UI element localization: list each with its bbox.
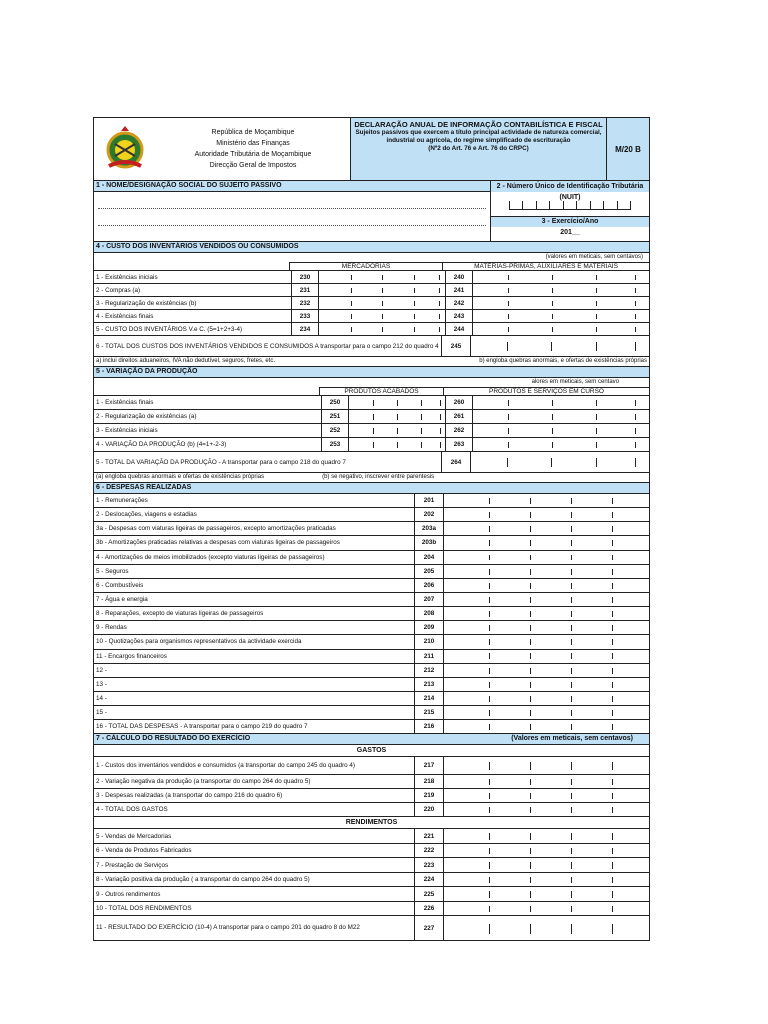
s7-rend-code: 221 — [414, 829, 444, 843]
s6-field[interactable] — [444, 607, 649, 620]
nuit-label: 2 - Número Único de Identificação Tributária (NUIT) — [491, 181, 649, 192]
s6-field[interactable] — [444, 621, 649, 634]
republic-line: República de Moçambique — [211, 129, 295, 136]
s5-code-a: 251 — [321, 410, 349, 423]
s7-gastos-label: 4 - TOTAL DOS GASTOS — [96, 806, 168, 814]
s7-rend-code: 222 — [414, 844, 444, 858]
s6-row — [94, 692, 649, 706]
s4-total-code: 245 — [441, 336, 471, 356]
col-materias: MATÉRIAS-PRIMAS, AUXILIARES E MATERIAIS — [442, 262, 649, 270]
s6-field[interactable] — [444, 692, 649, 705]
s6-code: 211 — [414, 650, 444, 663]
form-header — [94, 118, 649, 181]
s7-gastos-field[interactable] — [444, 803, 649, 816]
s7-rend-row — [94, 844, 649, 859]
s5-label: 4 - VARIAÇÃO DA PRODUÇÃO (b) (4=1+-2-3) — [96, 441, 227, 448]
s4-row — [94, 271, 649, 284]
s7-gastos-label: 1 - Custos dos inventários vendidos e consumidos (a transportar do campo 245 do quadro 4) — [96, 762, 356, 770]
section-5-unit: alores em meticais, sem centavo — [531, 379, 619, 385]
s7-gastos-code: 217 — [414, 757, 444, 774]
s6-row — [94, 551, 649, 565]
s6-label: 2 - Deslocações, viagens e estadias — [96, 511, 197, 519]
s4-field-b[interactable] — [473, 284, 649, 296]
s4-code-a: 231 — [291, 284, 319, 296]
s6-code: 214 — [414, 692, 444, 705]
s6-row — [94, 579, 649, 593]
s4-row — [94, 284, 649, 297]
s4-notes — [94, 357, 649, 367]
form-code: M/20 B — [607, 118, 649, 180]
s5-row — [94, 410, 649, 424]
s7-rend-label: 10 - TOTAL DOS RENDIMENTOS — [96, 905, 192, 913]
rendimentos-header: RENDIMENTOS — [94, 817, 649, 829]
s6-code: 208 — [414, 607, 444, 620]
s6-field[interactable] — [444, 678, 649, 691]
s4-code-b: 242 — [445, 297, 473, 309]
s5-code-a: 252 — [321, 424, 349, 437]
s6-label: 14 - — [96, 695, 107, 703]
s4-total-row — [94, 336, 649, 357]
s6-code: 212 — [414, 664, 444, 677]
s6-label: 1 - Remunerações — [96, 497, 148, 505]
directorate-line: Direcção Geral de Impostos — [209, 162, 297, 169]
s7-rend-field[interactable] — [444, 858, 649, 872]
s5-row — [94, 396, 649, 410]
s6-row — [94, 635, 649, 649]
result-row — [94, 916, 649, 940]
s7-rend-field[interactable] — [444, 902, 649, 916]
s6-code: 213 — [414, 678, 444, 691]
s6-code: 206 — [414, 579, 444, 592]
section-5-title: 5 - VARIAÇÃO DA PRODUÇÃO — [94, 367, 649, 378]
s6-code: 205 — [414, 565, 444, 578]
s4-field-a[interactable] — [319, 310, 445, 322]
s5-code-a: 250 — [321, 396, 349, 409]
s5-row — [94, 424, 649, 438]
s4-row — [94, 297, 649, 310]
s6-row — [94, 536, 649, 550]
s5-total-label: 5 - TOTAL DA VARIAÇÃO DA PRODUÇÃO - A transportar para o campo 218 do quadro 7 — [96, 458, 346, 466]
s6-label: 13 - — [96, 680, 107, 688]
s4-field-b[interactable] — [473, 323, 649, 335]
s6-code: 202 — [414, 508, 444, 521]
section-1-title: 1 - NOME/DESIGNAÇÃO SOCIAL DO SUJEITO PASSIVO — [94, 181, 490, 192]
s6-field[interactable] — [444, 720, 649, 733]
s4-field-a[interactable] — [319, 297, 445, 309]
gastos-header: GASTOS — [94, 745, 649, 757]
s4-field-b[interactable] — [473, 310, 649, 322]
s6-row — [94, 664, 649, 678]
s7-gastos-code: 218 — [414, 775, 444, 788]
s6-label: 11 - Encargos financeiros — [96, 652, 167, 660]
s7-gastos-row — [94, 803, 649, 817]
year-label: 3 - Exercício/Ano — [491, 217, 649, 227]
s4-code-a: 234 — [291, 323, 319, 335]
s6-row — [94, 621, 649, 635]
s5-note-a: (a) engloba quebras anormais e ofertas de existências próprias — [96, 474, 265, 480]
s6-label: 3a - Despesas com viaturas ligeiras de passageiros, excepto amortizações praticadas — [96, 525, 336, 533]
s5-code-b: 261 — [445, 410, 473, 423]
s7-rend-code: 225 — [414, 887, 444, 901]
s6-label: 6 - Combustíveis — [96, 581, 144, 589]
s6-label: 12 - — [96, 666, 107, 674]
s4-label: 2 - Compras (a) — [96, 286, 141, 294]
s7-rend-row — [94, 902, 649, 917]
s5-total-row — [94, 452, 649, 473]
section-4-title: 4 - CUSTO DOS INVENTÁRIOS VENDIDOS OU CONSUMIDOS — [94, 242, 649, 253]
s7-rend-field[interactable] — [444, 844, 649, 858]
nuit-field[interactable] — [491, 192, 649, 217]
s5-notes — [94, 473, 649, 483]
s5-code-b: 263 — [445, 438, 473, 451]
s6-field[interactable] — [444, 494, 649, 507]
s6-code: 203a — [414, 522, 444, 535]
s4-total-label: 6 - TOTAL DOS CUSTOS DOS INVENTÁRIOS VENDIDOS E CONSUMIDOS A transportar para o campo 212 do quadro 4 — [96, 342, 439, 350]
section-6-title: 6 - DESPESAS REALIZADAS — [94, 483, 649, 494]
s6-label: 16 - TOTAL DAS DESPESAS - A transportar para o campo 219 do quadro 7 — [96, 723, 308, 731]
s6-code: 204 — [414, 551, 444, 564]
s4-label: 3 - Regularização de existências (b) — [96, 299, 197, 307]
s4-code-a: 232 — [291, 297, 319, 309]
s4-note-a: a) inclui direitos aduaneiros, IVA não dedutível, seguros, fretes, etc. — [96, 358, 275, 364]
s5-code-a: 253 — [321, 438, 349, 451]
year-field[interactable]: 201__ — [560, 229, 580, 236]
s4-label: 5 - CUSTO DOS INVENTÁRIOS V.e C. (5=1+2+3-4) — [96, 325, 243, 333]
s7-gastos-field[interactable] — [444, 757, 649, 774]
s7-rend-label: 9 - Outros rendimentos — [96, 890, 161, 898]
s4-code-b: 241 — [445, 284, 473, 296]
s6-row — [94, 720, 649, 734]
s6-code: 201 — [414, 494, 444, 507]
s4-field-b[interactable] — [473, 297, 649, 309]
s6-field[interactable] — [444, 635, 649, 648]
s4-field-a[interactable] — [319, 323, 445, 335]
s4-note-b: b) engloba quebras anormais, e ofertas de existências próprias — [479, 358, 647, 364]
s6-code: 203b — [414, 536, 444, 549]
ministry-line: Ministério das Finanças — [216, 140, 290, 147]
s5-total-code: 264 — [441, 452, 471, 472]
s6-field[interactable] — [444, 536, 649, 549]
s4-field-a[interactable] — [319, 284, 445, 296]
section-4-col-headers — [94, 262, 649, 271]
s6-row — [94, 706, 649, 720]
s7-rend-label: 5 - Vendas de Mercadorias — [96, 832, 172, 840]
declaration-title-block — [351, 118, 607, 180]
ministry-block — [156, 118, 351, 180]
s5-field-a[interactable] — [349, 396, 445, 409]
s6-code: 215 — [414, 706, 444, 719]
col-produtos-acabados: PRODUTOS ACABADOS — [319, 387, 443, 395]
s6-code: 207 — [414, 593, 444, 606]
s7-rend-row — [94, 887, 649, 902]
s5-row — [94, 438, 649, 452]
s7-gastos-row — [94, 789, 649, 803]
s7-rend-code: 226 — [414, 902, 444, 916]
s7-gastos-label: 3 - Despesas realizadas (a transportar do campo 216 do quadro 6) — [96, 792, 283, 800]
s6-code: 209 — [414, 621, 444, 634]
s7-rend-label: 7 - Prestação de Serviços — [96, 861, 169, 869]
s6-field[interactable] — [444, 664, 649, 677]
s7-gastos-label: 2 - Variação negativa da produção (a transportar do campo 264 do quadro 5) — [96, 778, 311, 786]
s7-rend-code: 223 — [414, 858, 444, 872]
s4-code-b: 244 — [445, 323, 473, 335]
section-7-title: 7 - CÁLCULO DO RESULTADO DO EXERCÍCIO — [96, 735, 251, 743]
s6-row — [94, 593, 649, 607]
s4-field-b[interactable] — [473, 271, 649, 283]
s7-gastos-field[interactable] — [444, 789, 649, 802]
section-7-header — [94, 734, 649, 745]
s6-row — [94, 522, 649, 536]
s5-field-a[interactable] — [349, 424, 445, 437]
s4-code-b: 243 — [445, 310, 473, 322]
s6-label: 10 - Quotizações para organismos representativos da actividade exercida — [96, 638, 302, 646]
s7-rend-label: 8 - Variação positiva da produção ( a transportar do campo 264 do quadro 5) — [96, 876, 310, 884]
s5-note-b: (b) se negativo, inscrever entre parentesis — [322, 474, 435, 480]
s6-label: 4 - Amortizações de meios imobilizados (excepto viaturas ligeiras de passageiros) — [96, 553, 325, 561]
s7-gastos-field[interactable] — [444, 775, 649, 788]
s4-row — [94, 310, 649, 323]
s4-field-a[interactable] — [319, 271, 445, 283]
s5-field-b[interactable] — [473, 396, 649, 409]
s7-rend-field[interactable] — [444, 829, 649, 843]
s6-field[interactable] — [444, 650, 649, 663]
s6-label: 8 - Reparações, excepto de viaturas ligeiras de passageiros — [96, 610, 264, 618]
s6-field[interactable] — [444, 508, 649, 521]
s6-label: 3b - Amortizações praticadas relativas a despesas com viaturas ligeiras de passageiros — [96, 539, 340, 547]
s6-row — [94, 607, 649, 621]
authority-line: Autoridade Tributária de Moçambique — [194, 151, 312, 158]
col-mercadorias: MERCADORIAS — [289, 262, 442, 270]
s7-rend-field[interactable] — [444, 873, 649, 887]
s6-field[interactable] — [444, 565, 649, 578]
s5-label: 1 - Existências finais — [96, 399, 154, 406]
s6-label: 9 - Rendas — [96, 624, 127, 632]
s4-code-a: 230 — [291, 271, 319, 283]
s6-field[interactable] — [444, 593, 649, 606]
s5-label: 2 - Regularização de existências (a) — [96, 413, 197, 420]
s6-row — [94, 494, 649, 508]
section-1 — [94, 181, 649, 242]
emblem — [94, 118, 156, 180]
s7-rend-row — [94, 829, 649, 844]
s5-code-b: 260 — [445, 396, 473, 409]
s5-field-b[interactable] — [473, 410, 649, 423]
s4-code-b: 240 — [445, 271, 473, 283]
s6-row — [94, 650, 649, 664]
s6-row — [94, 678, 649, 692]
s5-label: 3 - Existências iniciais — [96, 427, 158, 434]
declaration-subtitle: Sujeitos passivos que exercem a título principal actividade de natureza comercial, industrial ou agrícola, do regime simplificado de escrituração — [355, 129, 602, 144]
s5-field-a[interactable] — [349, 410, 445, 423]
s5-field-b[interactable] — [473, 424, 649, 437]
s5-field-a[interactable] — [349, 438, 445, 451]
s7-rend-label: 6 - Venda de Produtos Fabricados — [96, 847, 192, 855]
declaration-form — [93, 117, 650, 941]
declaration-title: DECLARAÇÃO ANUAL DE INFORMAÇÃO CONTABILÍSTICA E FISCAL — [354, 120, 603, 129]
s4-code-a: 233 — [291, 310, 319, 322]
mozambique-emblem-icon — [99, 126, 151, 172]
result-label: 11 - RESULTADO DO EXERCÍCIO (10-4) A transportar para o campo 201 do quadro 8 do M22 — [96, 924, 360, 932]
s7-gastos-row — [94, 757, 649, 775]
s5-code-b: 262 — [445, 424, 473, 437]
s6-code: 216 — [414, 720, 444, 733]
result-field[interactable] — [444, 916, 649, 940]
s7-gastos-code: 220 — [414, 803, 444, 816]
s4-row — [94, 323, 649, 336]
s7-gastos-code: 219 — [414, 789, 444, 802]
section-4-unit: (valores em meticais, sem centavos) — [545, 254, 643, 260]
name-line-2[interactable] — [98, 217, 486, 226]
s6-row — [94, 565, 649, 579]
s7-rend-field[interactable] — [444, 887, 649, 901]
s6-field[interactable] — [444, 551, 649, 564]
s7-rend-code: 224 — [414, 873, 444, 887]
s6-row — [94, 508, 649, 522]
s6-field[interactable] — [444, 706, 649, 719]
s4-label: 4 - Existências finais — [96, 312, 154, 320]
s4-label: 1 - Existências iniciais — [96, 273, 158, 281]
s5-field-b[interactable] — [473, 438, 649, 451]
s6-label: 7 - Água e energia — [96, 596, 148, 604]
section-5-col-headers — [94, 387, 649, 396]
s5-total-field[interactable] — [471, 452, 649, 472]
s7-gastos-row — [94, 775, 649, 789]
section-7-unit: (Valores em meticais, sem centavos) — [511, 735, 633, 743]
declaration-legal-ref: (Nº2 do Art. 76 e Art. 76 do CRPC) — [428, 145, 529, 152]
s6-label: 15 - — [96, 709, 107, 717]
s7-rend-row — [94, 873, 649, 888]
s7-rend-row — [94, 858, 649, 873]
result-code: 227 — [414, 916, 444, 940]
s6-label: 5 - Seguros — [96, 567, 129, 575]
name-line-1[interactable] — [98, 200, 486, 209]
s6-field[interactable] — [444, 579, 649, 592]
col-produtos-curso: PRODUTOS E SERVIÇOS EM CURSO — [443, 387, 649, 395]
s6-code: 210 — [414, 635, 444, 648]
s6-field[interactable] — [444, 522, 649, 535]
s4-total-field[interactable] — [471, 336, 649, 356]
